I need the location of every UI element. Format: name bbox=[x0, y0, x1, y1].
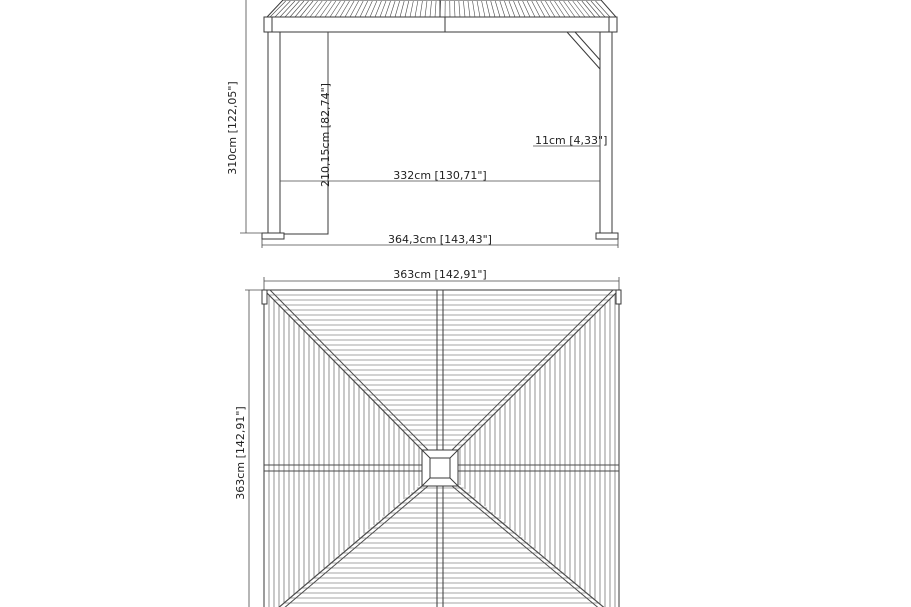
plan-width-dimension bbox=[264, 268, 619, 290]
side-left-post bbox=[268, 32, 280, 234]
plan-corner-top-left bbox=[262, 290, 267, 304]
plan-depth-dimension bbox=[234, 290, 264, 607]
outer-width-dimension bbox=[262, 233, 618, 248]
plan-center-cap bbox=[422, 450, 458, 486]
outer-width-label: 364,3cm [143,43"] bbox=[388, 233, 492, 246]
inner-width-label: 332cm [130,71"] bbox=[393, 169, 487, 182]
side-left-base-plate bbox=[262, 233, 284, 239]
plan-width-label: 363cm [142,91"] bbox=[393, 268, 487, 281]
side-right-base-plate bbox=[596, 233, 618, 239]
top-plan-view bbox=[234, 268, 621, 607]
side-elevation bbox=[226, 0, 618, 248]
plan-roof bbox=[262, 290, 621, 607]
height-label: 310cm [122,05"] bbox=[226, 81, 239, 175]
post-size-label: 11cm [4,33"] bbox=[535, 134, 608, 147]
side-right-brace bbox=[567, 32, 600, 69]
plan-corner-top-right bbox=[616, 290, 621, 304]
side-right-post bbox=[600, 32, 612, 234]
clearance-label: 210,15cm [82,74"] bbox=[319, 83, 332, 187]
plan-depth-label: 363cm [142,91"] bbox=[234, 406, 247, 500]
post-size-dimension bbox=[533, 134, 607, 150]
height-dimension bbox=[226, 0, 262, 233]
side-roof bbox=[264, 0, 617, 32]
